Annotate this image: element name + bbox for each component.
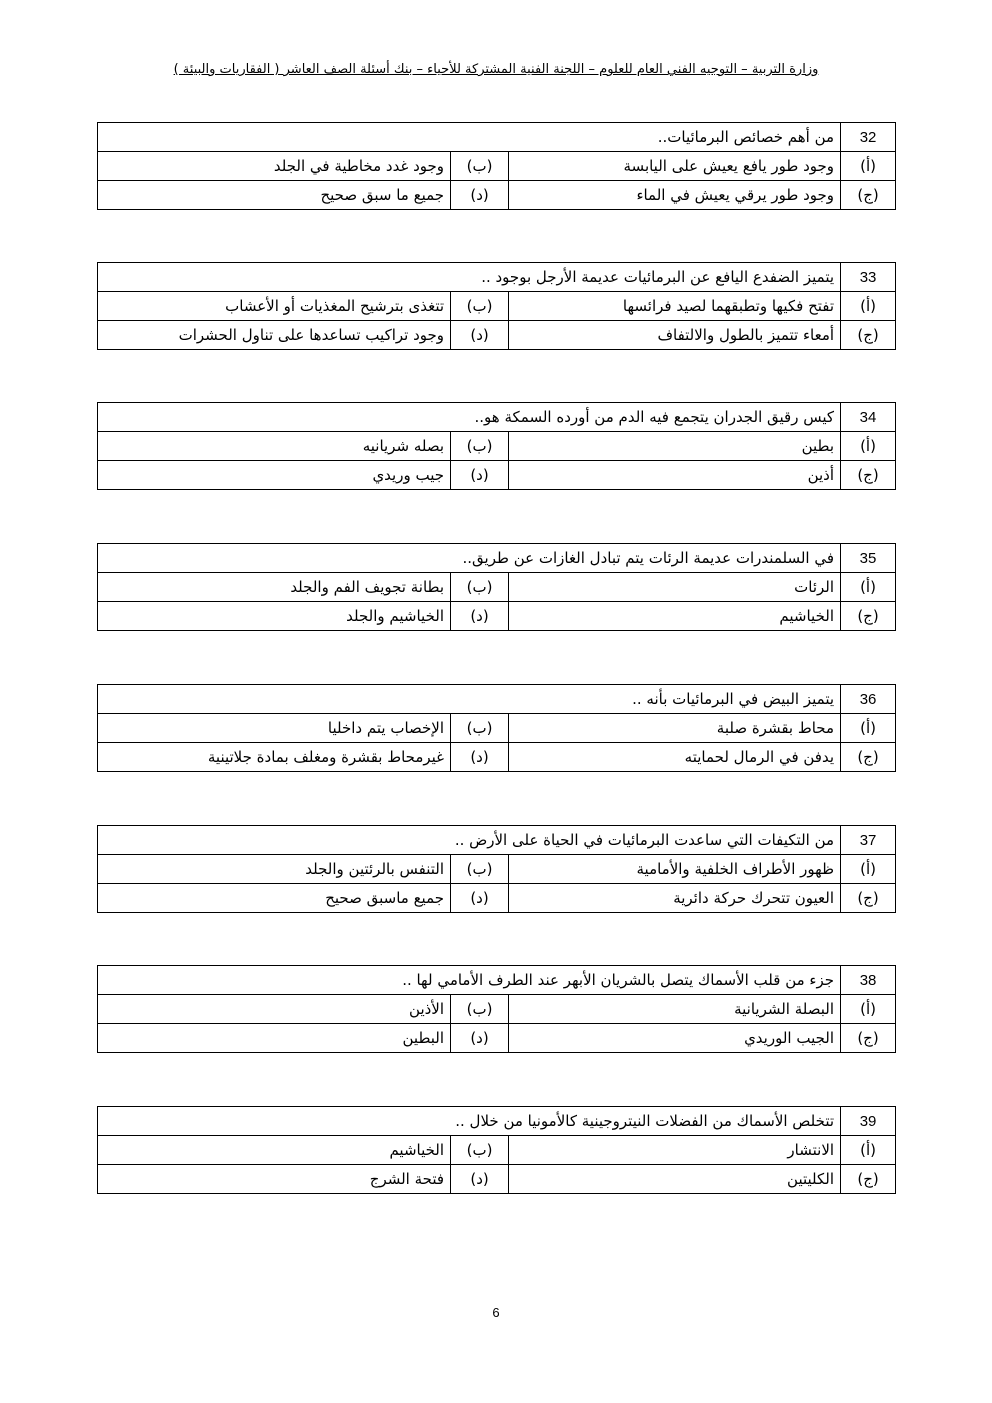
question-number: 37: [841, 826, 896, 855]
question-38: [97, 965, 896, 1053]
question-33: [97, 262, 896, 350]
option-label-c: (ج): [841, 1024, 896, 1053]
question-stem: يتميز الضفدع اليافع عن البرمائيات عديمة الأرجل بوجود ..: [98, 263, 841, 292]
option-label-a: (أ): [841, 292, 896, 321]
option-a: تفتح فكيها وتطبقهما لصيد فرائسها: [509, 292, 841, 321]
option-a: وجود طور يافع يعيش على اليابسة: [509, 152, 841, 181]
option-label-a: (أ): [841, 1136, 896, 1165]
option-d: وجود تراكيب تساعدها على تناول الحشرات: [98, 321, 451, 350]
question-stem: تتخلص الأسماك من الفضلات النيتروجينية كالأمونيا من خلال ..: [98, 1107, 841, 1136]
question-number: 39: [841, 1107, 896, 1136]
page-header: وزارة التربية – التوجيه الفني العام للعلوم – اللجنة الفنية المشتركة للأحياء – بنك أسئلة الصف العاشر ( الفقاريات والبيئة ): [173, 62, 819, 77]
option-d: البطين: [98, 1024, 451, 1053]
option-label-b: (ب): [451, 152, 509, 181]
option-label-d: (د): [451, 181, 509, 210]
option-label-c: (ج): [841, 321, 896, 350]
option-a: محاط بقشرة صلبة: [509, 714, 841, 743]
option-label-d: (د): [451, 884, 509, 913]
option-label-b: (ب): [451, 432, 509, 461]
option-label-a: (أ): [841, 432, 896, 461]
option-label-d: (د): [451, 321, 509, 350]
option-label-c: (ج): [841, 602, 896, 631]
option-b: بصله شريانيه: [98, 432, 451, 461]
option-d: جيب وريدي: [98, 461, 451, 490]
option-label-a: (أ): [841, 855, 896, 884]
option-label-d: (د): [451, 602, 509, 631]
option-c: أمعاء تتميز بالطول والالتفاف: [509, 321, 841, 350]
option-a: البصلة الشريانية: [509, 995, 841, 1024]
option-c: العيون تتحرك حركة دائرية: [509, 884, 841, 913]
option-c: يدفن في الرمال لحمايته: [509, 743, 841, 772]
question-number: 32: [841, 123, 896, 152]
question-39: [97, 1106, 896, 1194]
option-label-c: (ج): [841, 461, 896, 490]
option-b: الأذين: [98, 995, 451, 1024]
option-a: الرئات: [509, 573, 841, 602]
option-label-d: (د): [451, 1165, 509, 1194]
option-a: ظهور الأطراف الخلفية والأمامية: [509, 855, 841, 884]
option-label-b: (ب): [451, 855, 509, 884]
question-number: 33: [841, 263, 896, 292]
option-label-d: (د): [451, 461, 509, 490]
option-label-c: (ج): [841, 884, 896, 913]
option-c: الكليتين: [509, 1165, 841, 1194]
option-b: التنفس بالرئتين والجلد: [98, 855, 451, 884]
question-number: 34: [841, 403, 896, 432]
option-c: الخياشيم: [509, 602, 841, 631]
option-d: الخياشيم والجلد: [98, 602, 451, 631]
question-number: 35: [841, 544, 896, 573]
question-37: [97, 825, 896, 913]
question-number: 38: [841, 966, 896, 995]
option-b: تتغذى بترشيح المغذيات أو الأعشاب: [98, 292, 451, 321]
question-stem: جزء من قلب الأسماك يتصل بالشريان الأبهر عند الطرف الأمامي لها ..: [98, 966, 841, 995]
question-32: [97, 122, 896, 210]
option-label-a: (أ): [841, 995, 896, 1024]
question-number: 36: [841, 685, 896, 714]
option-label-b: (ب): [451, 573, 509, 602]
option-c: أذين: [509, 461, 841, 490]
option-label-c: (ج): [841, 181, 896, 210]
question-34: [97, 402, 896, 490]
option-b: الخياشيم: [98, 1136, 451, 1165]
option-c: الجيب الوريدي: [509, 1024, 841, 1053]
question-stem: كيس رقيق الجدران يتجمع فيه الدم من أورده السمكة هو..: [98, 403, 841, 432]
option-b: الإخصاب يتم داخليا: [98, 714, 451, 743]
option-d: غيرمحاط بقشرة ومغلف بمادة جلاتينية: [98, 743, 451, 772]
question-stem: من أهم خصائص البرمائيات..: [98, 123, 841, 152]
option-label-c: (ج): [841, 743, 896, 772]
option-label-b: (ب): [451, 995, 509, 1024]
question-stem: في السلمندرات عديمة الرئات يتم تبادل الغازات عن طريق..: [98, 544, 841, 573]
option-c: وجود طور يرقي يعيش في الماء: [509, 181, 841, 210]
option-label-a: (أ): [841, 152, 896, 181]
option-label-a: (أ): [841, 573, 896, 602]
option-d: فتحة الشرج: [98, 1165, 451, 1194]
option-label-b: (ب): [451, 1136, 509, 1165]
question-stem: يتميز البيض في البرمائيات بأنه ..: [98, 685, 841, 714]
option-label-a: (أ): [841, 714, 896, 743]
question-36: [97, 684, 896, 772]
question-35: [97, 543, 896, 631]
option-label-d: (د): [451, 743, 509, 772]
option-label-b: (ب): [451, 292, 509, 321]
option-label-b: (ب): [451, 714, 509, 743]
option-a: الانتشار: [509, 1136, 841, 1165]
option-a: بطين: [509, 432, 841, 461]
option-b: بطانة تجويف الفم والجلد: [98, 573, 451, 602]
option-label-c: (ج): [841, 1165, 896, 1194]
page-number: 6: [492, 1305, 500, 1320]
question-stem: من التكيفات التي ساعدت البرمائيات في الحياة على الأرض ..: [98, 826, 841, 855]
option-label-d: (د): [451, 1024, 509, 1053]
option-b: وجود غدد مخاطية في الجلد: [98, 152, 451, 181]
option-d: جميع ما سبق صحيح: [98, 181, 451, 210]
option-d: جميع ماسبق صحيح: [98, 884, 451, 913]
